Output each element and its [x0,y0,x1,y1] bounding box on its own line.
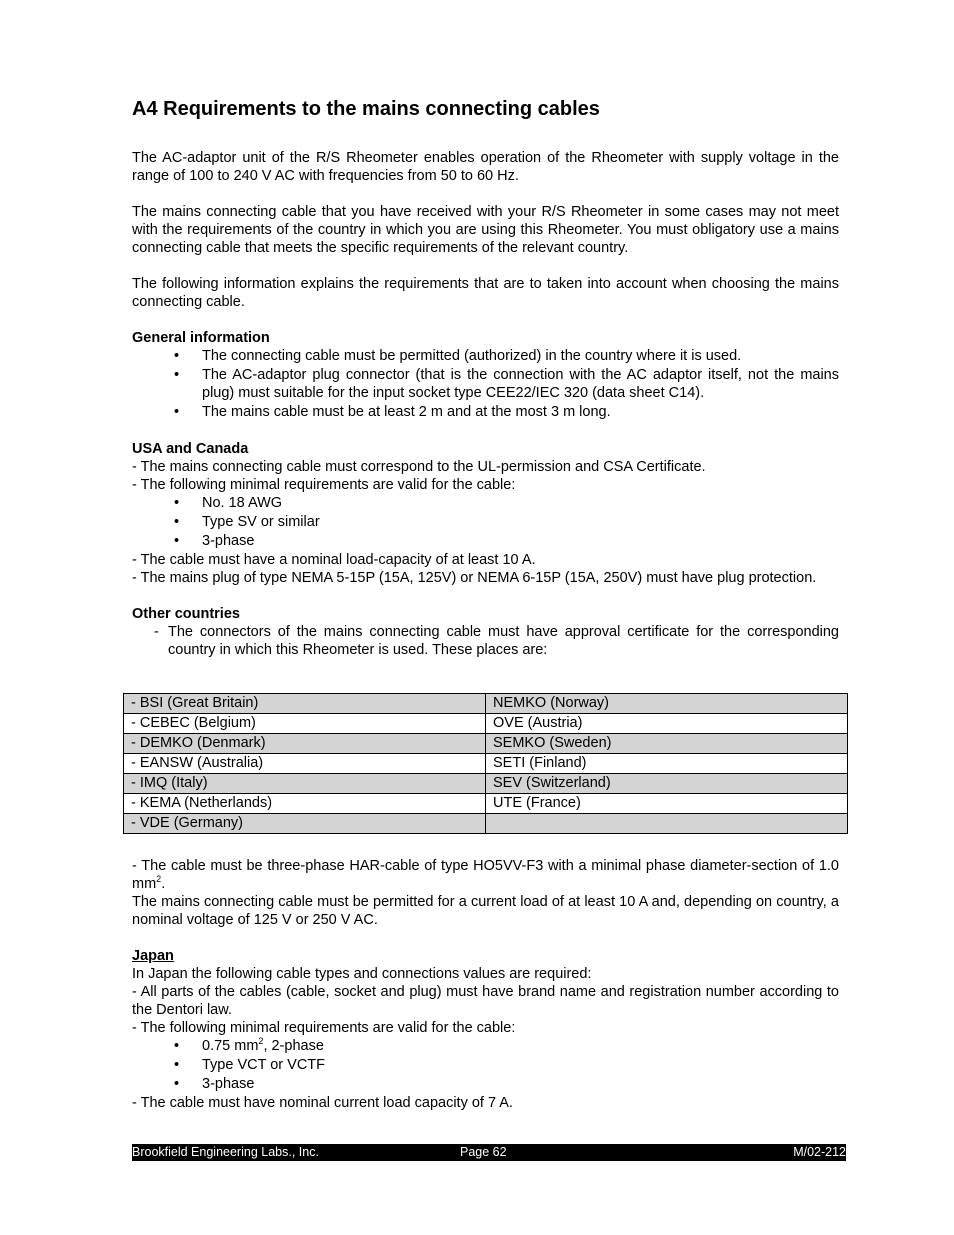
usa-heading: USA and Canada [132,441,249,457]
other-dash-item [132,623,839,659]
footer-page-number: Page 62 [460,1145,507,1159]
table-row [124,774,848,794]
table-row [124,714,848,734]
general-bullet-list [132,347,839,421]
japan-bullet-list [132,1037,839,1093]
list-item: • The AC-adaptor plug connector (that is the connection with the AC adaptor itself, not the mains plug) must suitable for the input socket type CEE22/IEC 320 (data sheet C14). [132,366,839,402]
har-cable-paragraph [132,857,839,893]
bullet-text-end: , 2-phase [263,1038,324,1054]
har-cable-text: - The cable must be three-phase HAR-cable of type HO5VV-F3 with a minimal phase diameter-section of 1.0 mm [132,858,839,892]
list-item: • Type VCT or VCTF [132,1056,839,1074]
japan-heading: Japan [132,948,174,964]
table-cell: - CEBEC (Belgium) [124,714,486,734]
table-cell: NEMKO (Norway) [486,694,848,714]
table-cell: SEV (Switzerland) [486,774,848,794]
list-item: • The connecting cable must be permitted (authorized) in the country where it is used. [132,347,839,365]
japan-line-4: - The cable must have nominal current load capacity of 7 A. [132,1095,513,1111]
table-cell: SETI (Finland) [486,754,848,774]
page-footer [132,1144,846,1161]
har-cable-end: . [161,876,166,892]
table-cell: - BSI (Great Britain) [124,694,486,714]
intro-paragraph-3: The following information explains the requirements that are to taken into account when choosing the mains connecting cable. [132,276,839,310]
list-item: • The mains cable must be at least 2 m and at the most 3 m long. [132,403,839,421]
list-item: • Type SV or similar [132,513,839,531]
list-item: • No. 18 AWG [132,494,839,512]
list-item [132,1037,839,1055]
table-row [124,734,848,754]
table-cell: - VDE (Germany) [124,814,486,834]
list-item: • 3-phase [132,532,839,550]
usa-line-3: - The cable must have a nominal load-capacity of at least 10 A. [132,552,536,568]
table-cell: UTE (France) [486,794,848,814]
japan-line-3: - The following minimal requirements are valid for the cable: [132,1020,516,1036]
usa-bullet-list [132,494,839,550]
after-table-section [132,857,839,1112]
superscript: 2 [156,874,162,885]
dash-marker: - [154,624,159,640]
intro-paragraph-1: The AC-adaptor unit of the R/S Rheometer enables operation of the Rheometer with supply voltage in the range of 100 to 240 V AC with frequencies from 50 to 60 Hz. [132,150,839,184]
table-row [124,814,848,834]
approval-places-table [123,693,848,834]
usa-line-2: - The following minimal requirements are valid for the cable: [132,477,516,493]
table-cell: SEMKO (Sweden) [486,734,848,754]
general-heading: General information [132,330,270,346]
table-row [124,694,848,714]
japan-line-2: - All parts of the cables (cable, socket and plug) must have brand name and registration number according to the Dentori law. [132,984,839,1018]
bullet-text: 0.75 mm [202,1038,259,1054]
table-cell: OVE (Austria) [486,714,848,734]
superscript: 2 [258,1036,264,1047]
page-title: A4 Requirements to the mains connecting cables [132,98,600,120]
other-heading: Other countries [132,606,240,622]
table-cell: - EANSW (Australia) [124,754,486,774]
table-cell: - DEMKO (Denmark) [124,734,486,754]
usa-line-4: - The mains plug of type NEMA 5-15P (15A, 125V) or NEMA 6-15P (15A, 250V) must have plug protection. [132,570,817,586]
footer-company: Brookfield Engineering Labs., Inc. [132,1145,319,1159]
intro-paragraph-2: The mains connecting cable that you have received with your R/S Rheometer in some cases may not meet with the requirements of the country in which you are using this Rheometer. You must obligatory use a mains connecting cable that meets the specific requirements of the relevant country. [132,204,839,256]
footer-document-id: M/02-212 [793,1145,846,1159]
table-cell: - IMQ (Italy) [124,774,486,794]
list-item: • 3-phase [132,1075,839,1093]
table-cell: - KEMA (Netherlands) [124,794,486,814]
document-body [132,96,839,659]
table-row [124,794,848,814]
table-row [124,754,848,774]
table-cell [486,814,848,834]
japan-line-1: In Japan the following cable types and connections values are required: [132,966,592,982]
current-load-paragraph: The mains connecting cable must be permitted for a current load of at least 10 A and, depending on country, a nominal voltage of 125 V or 250 V AC. [132,894,839,928]
usa-line-1: - The mains connecting cable must correspond to the UL-permission and CSA Certificate. [132,459,706,475]
other-text: The connectors of the mains connecting cable must have approval certificate for the corresponding country in which this Rheometer is used. These places are: [168,624,839,658]
